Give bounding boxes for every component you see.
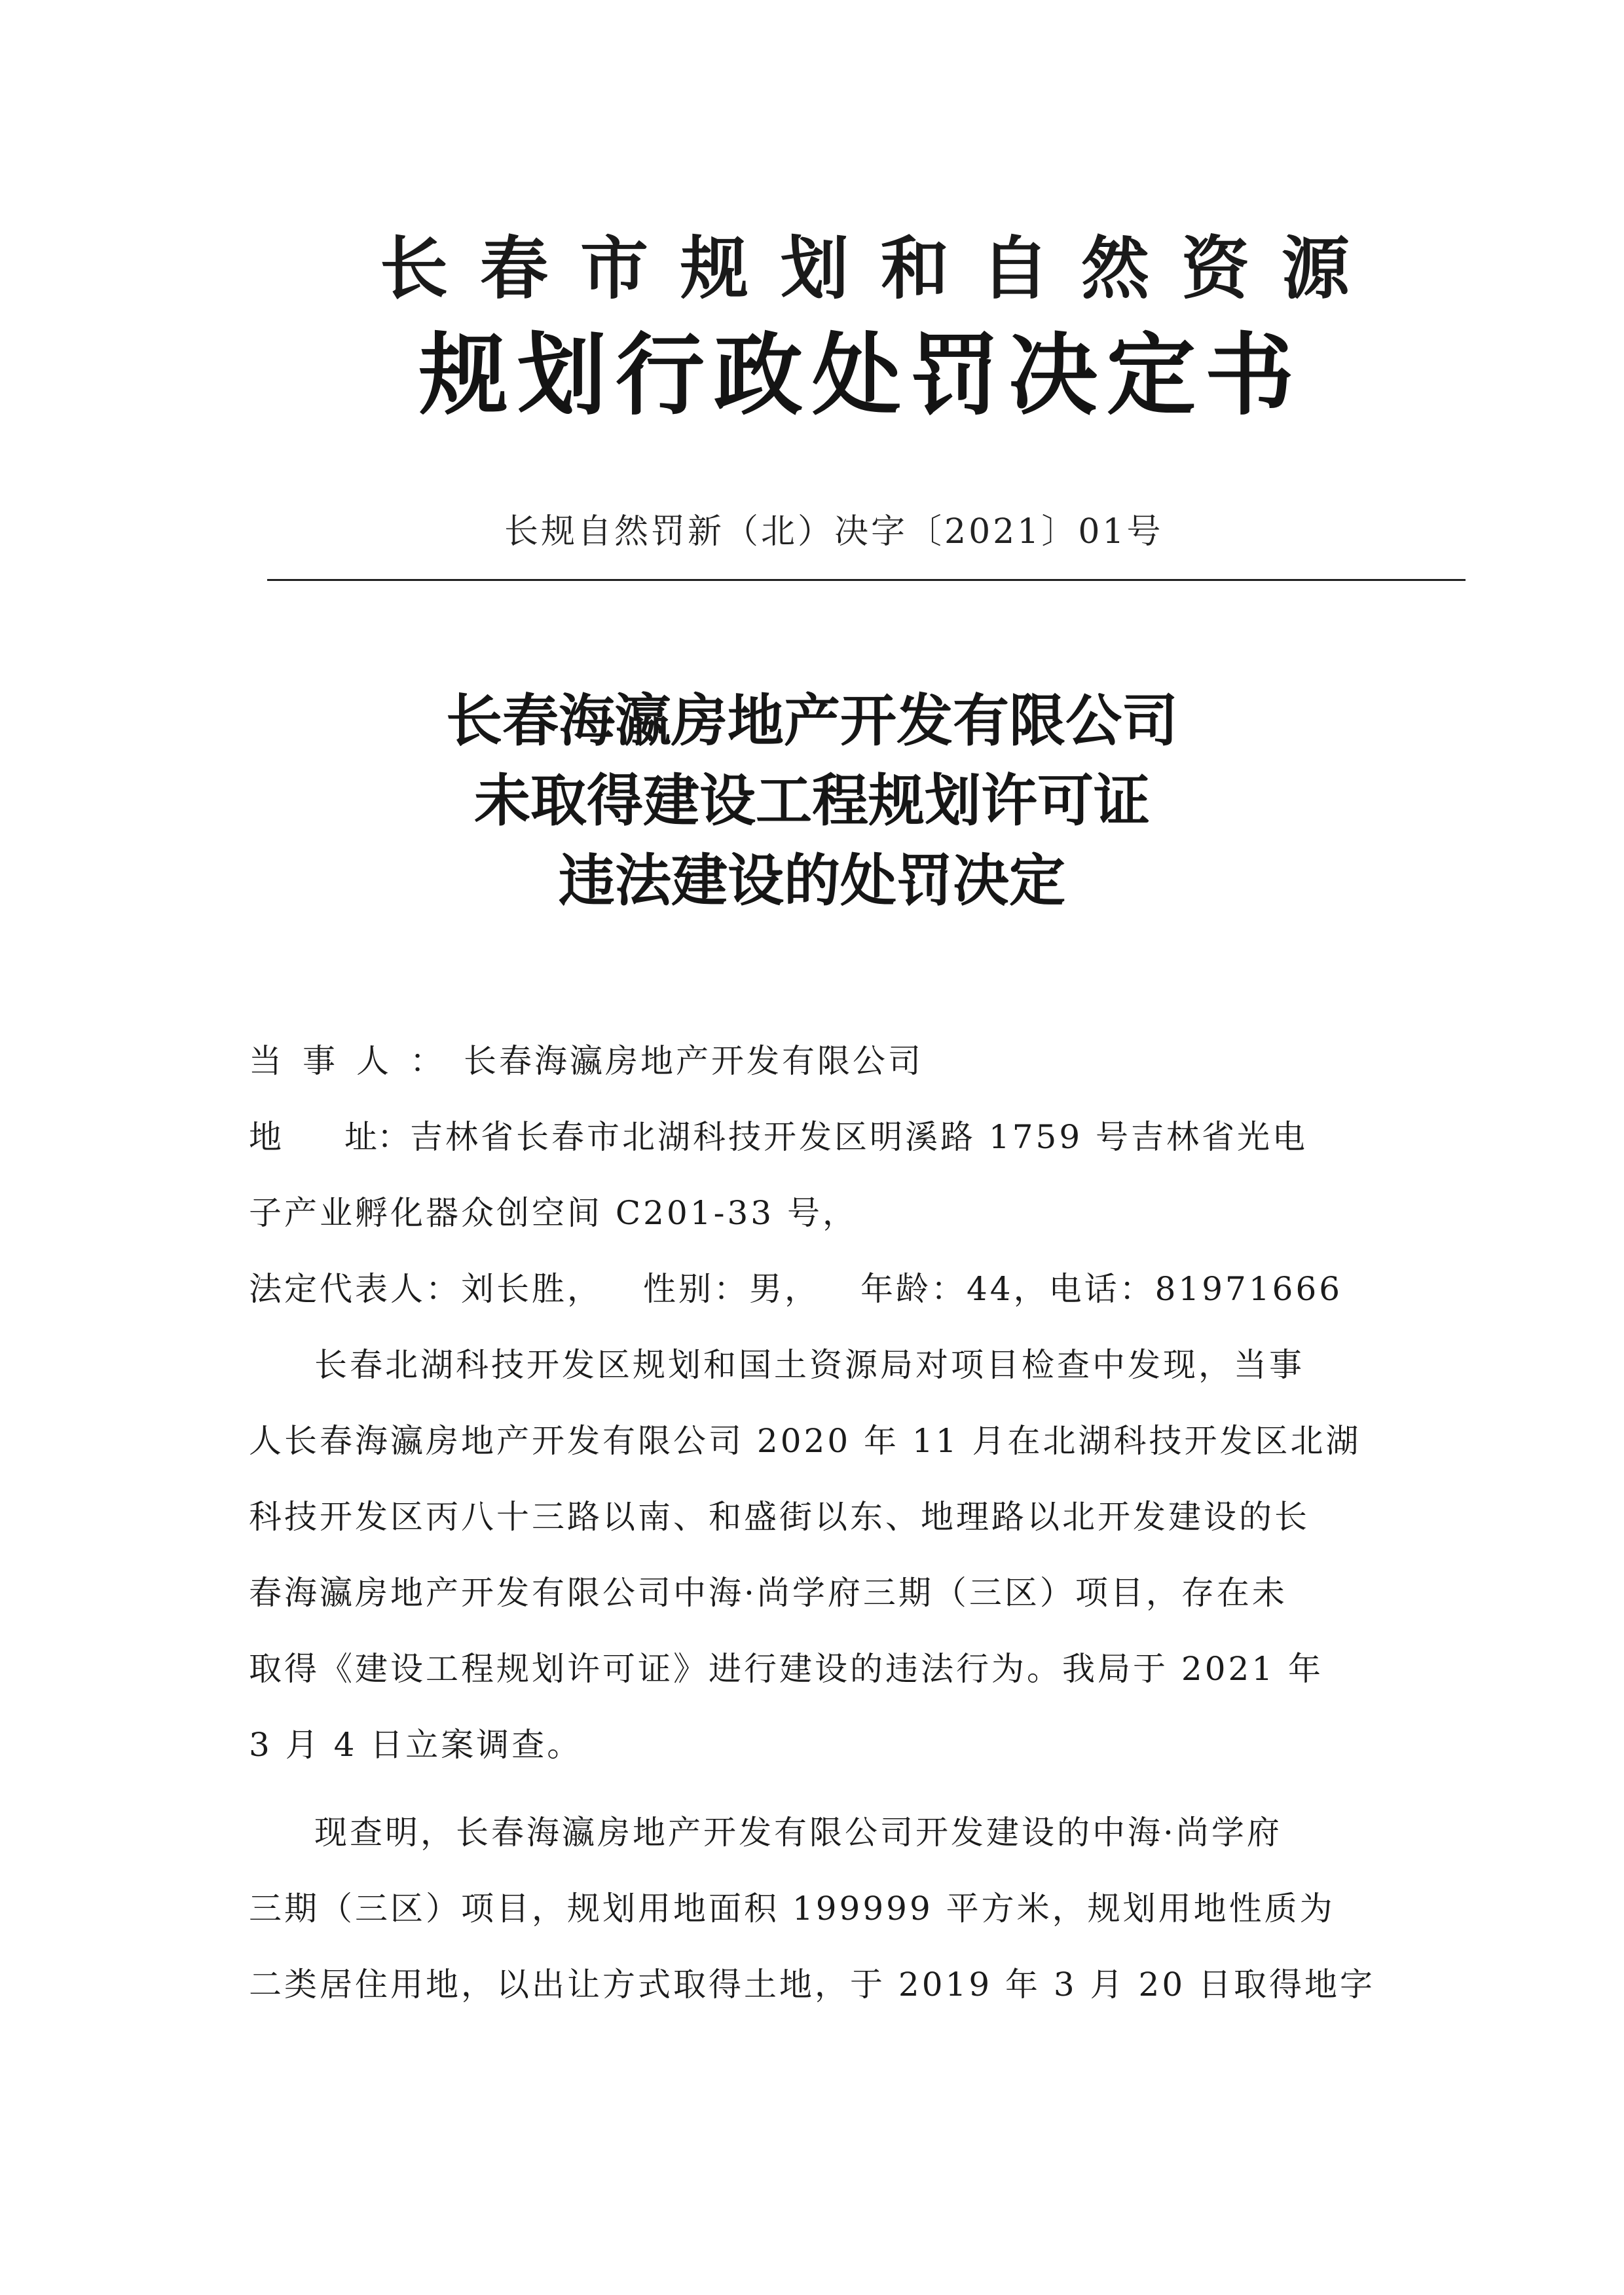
address-row-continued [249, 1175, 1375, 1251]
representative-age: 年龄：44， [860, 1270, 1049, 1308]
address-label-part: 址： [344, 1118, 410, 1156]
paragraph-line: 3 月 4 日立案调查。 [249, 1726, 583, 1764]
paragraph-line: 三期（三区）项目，规划用地面积 199999 平方米，规划用地性质为 [249, 1890, 1335, 1928]
address-row [249, 1099, 1375, 1175]
paragraph-line: 二类居住用地，以出让方式取得土地，于 2019 年 3 月 20 日取得地字 [249, 1966, 1376, 2004]
paragraph-line: 现查明，长春海瀛房地产开发有限公司开发建设的中海·尚学府 [314, 1814, 1282, 1852]
party-name: 长春海瀛房地产开发有限公司 [464, 1042, 923, 1080]
document-number: 长规自然罚新（北）决字〔2021〕01号 [504, 512, 1164, 551]
paragraph-line: 科技开发区丙八十三路以南、和盛街以东、地理路以北开发建设的长 [249, 1498, 1310, 1536]
paragraph-line: 长春北湖科技开发区规划和国土资源局对项目检查中发现，当事 [314, 1346, 1304, 1384]
document-body [249, 1023, 1375, 2023]
party-label: 当事人： [249, 1042, 464, 1080]
case-title [249, 681, 1375, 921]
paragraph-line: 取得《建设工程规划许可证》进行建设的违法行为。我局于 2021 年 [249, 1650, 1324, 1688]
case-title-line: 长春海瀛房地产开发有限公司 [446, 688, 1178, 754]
paragraph-investigation [249, 1795, 1375, 2023]
representative-row [249, 1251, 1375, 1327]
issuer-name: 长春市规划和自然资源 [380, 228, 1382, 308]
representative-phone: 电话：81971666 [1048, 1270, 1343, 1308]
address-value: 子产业孵化器众创空间 C201-33 号， [249, 1194, 858, 1232]
paragraph-line: 人长春海瀛房地产开发有限公司 2020 年 11 月在北湖科技开发区北湖 [249, 1422, 1361, 1460]
document-type-title: 规划行政处罚决定书 [419, 323, 1303, 428]
paragraph-line: 春海瀛房地产开发有限公司中海·尚学府三期（三区）项目，存在未 [249, 1574, 1287, 1612]
party-row [249, 1023, 1375, 1099]
paragraph-findings [249, 1327, 1375, 1783]
representative-name: 刘长胜， [461, 1270, 602, 1308]
representative-label: 法定代表人： [249, 1270, 461, 1308]
header-divider [267, 579, 1466, 581]
address-label-part: 地 [249, 1118, 282, 1156]
case-title-line: 违法建设的处罚决定 [559, 848, 1065, 914]
representative-gender: 性别：男， [643, 1270, 820, 1308]
case-title-line: 未取得建设工程规划许可证 [474, 768, 1150, 834]
address-label [249, 1099, 410, 1175]
address-value: 吉林省长春市北湖科技开发区明溪路 1759 号吉林省光电 [410, 1118, 1308, 1156]
